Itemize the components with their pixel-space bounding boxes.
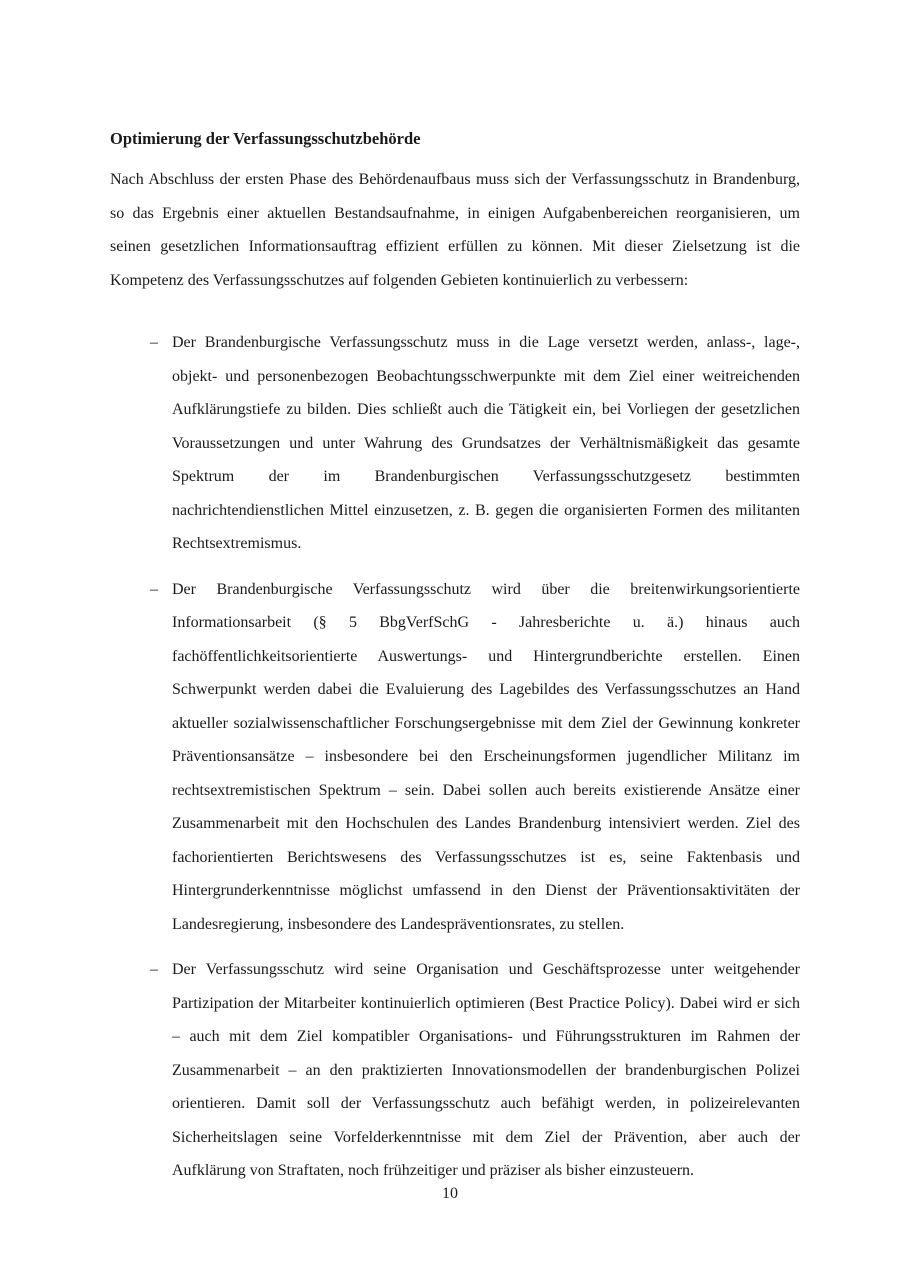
dash-bullet: – xyxy=(150,580,158,598)
measures-list xyxy=(110,326,800,1188)
list-item-text: Der Brandenburgische Verfassungsschutz muss in die Lage versetzt werden, anlass-, lage-, objekt- und personenbezogen Beobachtungsschwerpunkte mit dem Ziel einer weitreichenden Aufklärungstiefe zu bilden. Dies schließt auch die Tätigkeit ein, bei Vorliegen der gesetzlichen Voraussetzungen und unter Wahrung des Grundsatzes der Verhältnismäßigkeit das gesamte Spektrum der im Brandenburgischen Verfassungsschutzgesetz bestimmten nachrichtendienstlichen Mittel einzusetzen, z. B. gegen die organisierten Formen des militanten Rechtsextremismus. xyxy=(172,334,800,552)
list-item xyxy=(110,326,800,561)
list-item-text: Der Verfassungsschutz wird seine Organisation und Geschäftsprozesse unter weitgehender Partizipation der Mitarbeiter kontinuierlich optimieren (Best Practice Policy). Dabei wird er sich – auch mit dem Ziel kompatibler Organisations- und Führungsstrukturen im Rahmen der Zusammenarbeit – an den praktizierten Innovationsmodellen der brandenburgischen Polizei orientieren. Damit soll der Verfassungsschutz auch befähigt werden, in polizeirelevanten Sicherheitslagen seine Vorfelderkenntnisse mit dem Ziel der Prävention, aber auch der Aufklärung von Straftaten, noch frühzeitiger und präziser als bisher einzusteuern. xyxy=(172,961,800,1179)
section-heading: Optimierung der Verfassungsschutzbehörde xyxy=(110,129,421,148)
page-number: 10 xyxy=(442,1185,458,1202)
list-item xyxy=(110,953,800,1188)
list-item-text: Der Brandenburgische Verfassungsschutz wird über die breitenwirkungsorientierte Informationsarbeit (§ 5 BbgVerfSchG - Jahresberichte u. ä.) hinaus auch fachöffentlichkeitsorientierte Auswertungs- und Hintergrundberichte erstellen. Einen Schwerpunkt werden dabei die Evaluierung des Lagebildes des Verfassungsschutzes an Hand aktueller sozialwissenschaftlicher Forschungsergebnisse mit dem Ziel der Gewinnung konkreter Präventionsansätze – insbesondere bei den Erscheinungsformen jugendlicher Militanz im rechtsextremistischen Spektrum – sein. Dabei sollen auch bereits existierende Ansätze einer Zusammenarbeit mit den Hochschulen des Landes Brandenburg intensiviert werden. Ziel des fachorientierten Berichtswesens des Verfassungsschutzes ist es, seine Faktenbasis und Hintergrunderkenntnisse möglichst umfassend in den Dienst der Präventionsaktivitäten der Landesregierung, insbesondere des Landespräventionsrates, zu stellen. xyxy=(172,580,800,933)
dash-bullet: – xyxy=(150,961,158,978)
list-item xyxy=(110,573,800,942)
dash-bullet: – xyxy=(150,334,158,351)
intro-paragraph: Nach Abschluss der ersten Phase des Behördenaufbaus muss sich der Verfassungsschutz in Brandenburg, so das Ergebnis einer aktuellen Bestandsaufnahme, in einigen Aufgabenbereichen reorganisieren, um seinen gesetzlichen Informationsauftrag effizient erfüllen zu können. Mit dieser Zielsetzung ist die Kompetenz des Verfassungsschutzes auf folgenden Gebieten kontinuierlich zu verbessern: xyxy=(110,171,800,289)
